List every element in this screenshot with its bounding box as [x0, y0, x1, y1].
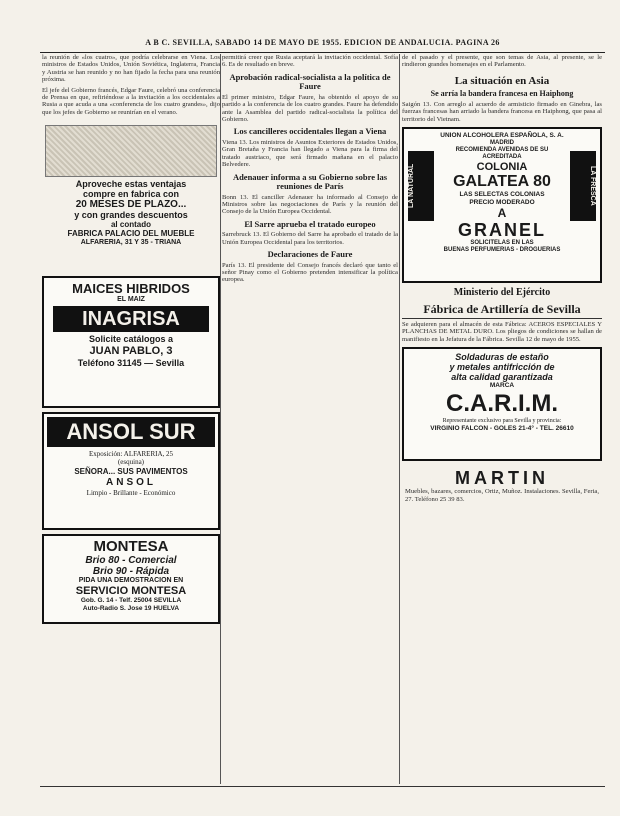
ad-text: SEÑORA... SUS PAVIMENTOS — [74, 467, 188, 477]
ad-text: Brio 90 - Rápida — [92, 566, 170, 578]
ad-text: A — [497, 206, 507, 221]
ad-text: MADRID — [490, 140, 514, 147]
ad-text: y metales antifricción de — [449, 362, 555, 373]
column-middle — [222, 54, 398, 784]
ad-text: compre en fabrica con — [82, 189, 180, 200]
ad-text: y con grandes descuentos — [74, 210, 188, 221]
ad-text: Gob. G. 14 - Telf. 25004 SEVILLA — [80, 597, 182, 605]
article-headline: La situación en Asia — [454, 74, 550, 87]
ad-text: LAS SELECTAS COLONIAS — [459, 191, 545, 199]
ad-text: SERVICIO MONTESA — [75, 585, 187, 598]
ad-text: Auto-Radio S. Jose 19 HUELVA — [82, 604, 180, 612]
ad-brand: MARTIN — [455, 468, 549, 489]
page-bottom-rule — [40, 786, 605, 787]
article-headline: Los cancilleres occidentales llegan a Viena — [233, 126, 387, 137]
ad-text: Exposición: ALFARERIA, 25 — [88, 450, 174, 459]
ad-text: Muebles, bazares, comercios, Ortiz, Muñoz. Instalaciones. Sevilla, Feria, 27. Teléfono 25 39 83. — [405, 488, 599, 503]
ad-text: PIDA UNA DEMOSTRACION EN — [78, 577, 184, 585]
bottle-label: LA FRESCA — [570, 151, 596, 221]
article-paragraph: de el pasado y el presente, que son temas de Asia, al presente, se le rindieron grandes homenajes en el Parlamento. — [402, 54, 602, 69]
ad-text: ANSOL — [106, 477, 156, 489]
ad-text: Representante exclusivo para Sevilla y provincia: — [442, 418, 562, 425]
ad-text: EL MAIZ — [117, 296, 145, 304]
article-paragraph: París 13. El presidente del Consejo francés declaró que tanto el señor Pinay como el Gobierno pretenden intensificar la política europea. — [222, 261, 398, 284]
article-headline: Declaraciones de Faure — [267, 249, 353, 260]
column-left — [42, 54, 220, 628]
ad-martin — [402, 465, 602, 509]
ad-text: (esquina) — [117, 458, 145, 467]
bottle-label: LA NATURAL — [408, 151, 434, 221]
ad-text: PRECIO MODERADO — [469, 199, 535, 207]
notice-paragraph: Se adquieren para el almacén de esta Fábrica: ACEROS ESPECIALES Y PLANCHAS DE METAL DURO. Los pliegos de condiciones se hallan de manifiesto en la Jefatura de la Fábrica. Sevilla 12 de mayo de 1955. — [402, 321, 602, 343]
notice-title: Fábrica de Artillería de Sevilla — [402, 302, 602, 319]
ad-carim — [402, 347, 602, 461]
article-paragraph: Saigón 13. Con arreglo al acuerdo de armisticio firmado en Ginebra, las fuerzas francesas han arriado la bandera francesa en Haiphong, que pasa al territorio del Vietnam. — [402, 100, 602, 123]
ad-text: SOLICITELAS EN LAS — [470, 240, 534, 247]
ad-ansol-sur — [42, 412, 220, 530]
ad-text: Aproveche estas ventajas — [75, 179, 187, 190]
ad-text: Solicite catálogos a — [88, 334, 174, 345]
notice-headline: Ministerio del Ejército — [453, 287, 551, 299]
article-paragraph: Sarrebruck 13. El Gobierno del Sarre ha aprobado el tratado de la Unión Europea Occidental para los territorios. — [222, 231, 398, 246]
ad-text: Limpio - Brillante - Económico — [86, 489, 176, 498]
ad-inagrisa — [42, 276, 220, 408]
furniture-illustration — [45, 125, 217, 177]
article-paragraph: Viena 13. Los ministros de Asuntos Exteriores de Estados Unidos, Gran Bretaña y Francia han llegado a Viena para la firma del tratado austriaco, que será firmado mañana en el palacio Belvedere. — [222, 138, 398, 169]
ad-montesa — [42, 534, 220, 624]
article-paragraph: Bonn 13. El canciller Adenauer ha informado al Consejo de Ministros sobre las negociaciones de París y la reunión del Consejo de la Unión Europea Occidental. — [222, 193, 398, 216]
article-paragraph: permitirá creer que Rusia aceptará la invitación occidental. Sofía 6. Es de resultado en breve. — [222, 54, 398, 69]
ad-palacio-mueble — [42, 120, 220, 272]
ad-brand: GRANEL — [458, 220, 546, 241]
article-headline: Aprobación radical-socialista a la política de Faure — [229, 71, 391, 92]
ad-text: al contado — [110, 220, 151, 230]
ad-text: 20 MESES DE PLAZO... — [75, 199, 187, 211]
article-paragraph: El primer ministro, Edgar Faure, ha obtenido el apoyo de su partido a la conferencia de los cuatro grandes. Faure ha defendido ante la Asamblea del partido radical-socialista la política del Gobierno. — [222, 93, 398, 124]
article-headline: El Sarre aprueba el tratado europeo — [244, 218, 376, 229]
ad-brand: INAGRISA — [53, 306, 209, 332]
ad-text: BUENAS PERFUMERIAS - DROGUERIAS — [443, 247, 561, 254]
ad-text: Soldaduras de estaño — [455, 352, 549, 363]
ad-address: ALFARERIA, 31 Y 35 - TRIANA — [80, 239, 182, 247]
column-divider — [220, 54, 221, 784]
column-right — [402, 54, 602, 784]
ad-text: RECOMIENDA AVENIDAS DE SU ACREDITADA — [455, 147, 549, 161]
article-paragraph: la reunión de «los cuatro», que podría celebrarse en Viena. Los ministros de Estados Unidos, Unión Soviética, Inglaterra, Francia y Austria se han reunido y no han fijado la fecha para una reunión próxima. — [42, 54, 220, 84]
ad-text: VIRGINIO FALCON - GOLES 21-4° - TEL. 26610 — [430, 425, 574, 433]
ad-text: MARCA — [489, 382, 515, 390]
ad-text: UNION ALCOHOLERA ESPAÑOLA, S. A. — [440, 132, 564, 140]
ad-brand: MONTESA — [93, 538, 169, 556]
ad-brand: FABRICA PALACIO DEL MUEBLE — [67, 229, 195, 239]
ad-brand: C.A.R.I.M. — [446, 390, 558, 418]
article-subheadline: Se arría la bandera francesa en Haiphong — [430, 88, 574, 98]
ad-text: JUAN PABLO, 3 — [89, 345, 173, 358]
page-header: A B C. SEVILLA, SABADO 14 DE MAYO DE 1955. EDICION DE ANDALUCIA. PAGINA 26 — [40, 38, 605, 53]
ad-text: alta calidad garantizada — [451, 372, 553, 383]
ad-brand: GALATEA 80 — [453, 173, 551, 191]
ad-colonia-galatea — [402, 127, 602, 283]
ad-text: Teléfono 31145 — Sevilla — [77, 358, 185, 369]
ad-brand: ANSOL SUR — [47, 417, 215, 447]
ad-text: Brio 80 - Comercial — [85, 555, 177, 567]
column-divider — [399, 54, 400, 784]
ad-title: MAICES HIBRIDOS — [72, 281, 190, 297]
article-paragraph: El jefe del Gobierno francés, Edgar Faure, celebró una conferencia de Prensa en que, refiriéndose a la invitación a los occidentales a Rusia a que acuda a una «conferencia de los cuatro grandes», dijo que los jefes de Gobierno se reunirían en el verano. — [42, 86, 220, 116]
article-headline: Adenauer informa a su Gobierno sobre las reuniones de París — [232, 171, 388, 192]
ad-brand: COLONIA — [476, 161, 528, 174]
